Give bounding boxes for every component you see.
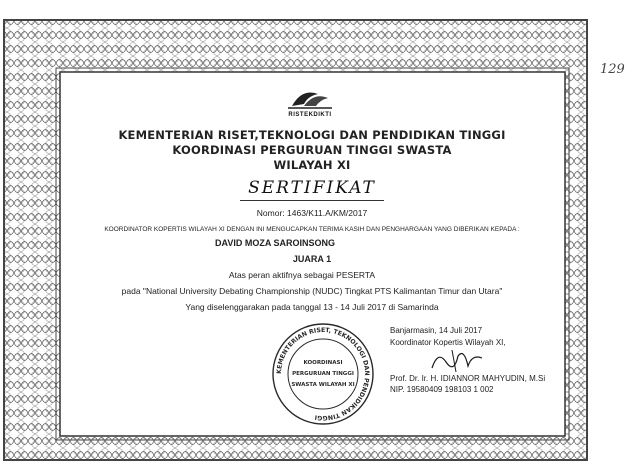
header-region: WILAYAH XI [273,158,351,172]
signatory-name: Prof. Dr. Ir. H. IDIANNOR MAHYUDIN, M.Si [390,374,546,383]
intro-text: KOORDINATOR KOPERTIS WILAYAH XI DENGAN INI MENGUCAPKAN TERIMA KASIH DAN PENGHARGAAN YANG DIBERIKAN KEPADA : [104,226,520,233]
header-ministry: KEMENTERIAN RISET,TEKNOLOGI DAN PENDIDIKAN TINGGI [118,128,506,142]
handwritten-signature [428,346,488,374]
event-line: pada "National University Debating Championship (NUDC) Tingkat PTS Kalimantan Timur dan Utara" [121,286,503,296]
title-underline [240,200,384,201]
certificate-body [72,80,552,428]
ristekdikti-logo-icon [278,84,342,124]
signatory-nip: NIP. 19580409 198103 1 002 [390,385,494,394]
stamp-ring-text: KEMENTERIAN RISET, TEKNOLOGI DAN PENDIDIKAN TINGGI [275,326,371,422]
signature-place-date: Banjarmasin, 14 Juli 2017 [390,326,483,335]
certificate-number: Nomor: 1463/K11.A/KM/2017 [256,208,368,218]
signature-position: Koordinator Kopertis Wilayah XI, [390,338,506,347]
certificate-title: SERTIFIKAT [248,178,376,198]
stamp-line2: PERGURUAN TINGGI [292,371,354,377]
stamp-line3: SWASTA WILAYAH XI [291,382,355,388]
official-stamp [268,322,378,426]
recipient-name: DAVID MOZA SAROINSONG [215,238,336,248]
role-line: Atas peran aktifnya sebagai PESERTA [228,270,376,280]
header-coordination: KOORDINASI PERGURUAN TINGGI SWASTA [172,143,452,157]
date-line: Yang diselenggarakan pada tanggal 13 - 14 Juli 2017 di Samarinda [185,302,439,312]
logo-text: RISTEKDIKTI [288,112,332,118]
page-number: 129 [600,62,625,77]
rank: JUARA 1 [292,254,332,264]
stamp-line1: KOORDINASI [303,360,343,366]
